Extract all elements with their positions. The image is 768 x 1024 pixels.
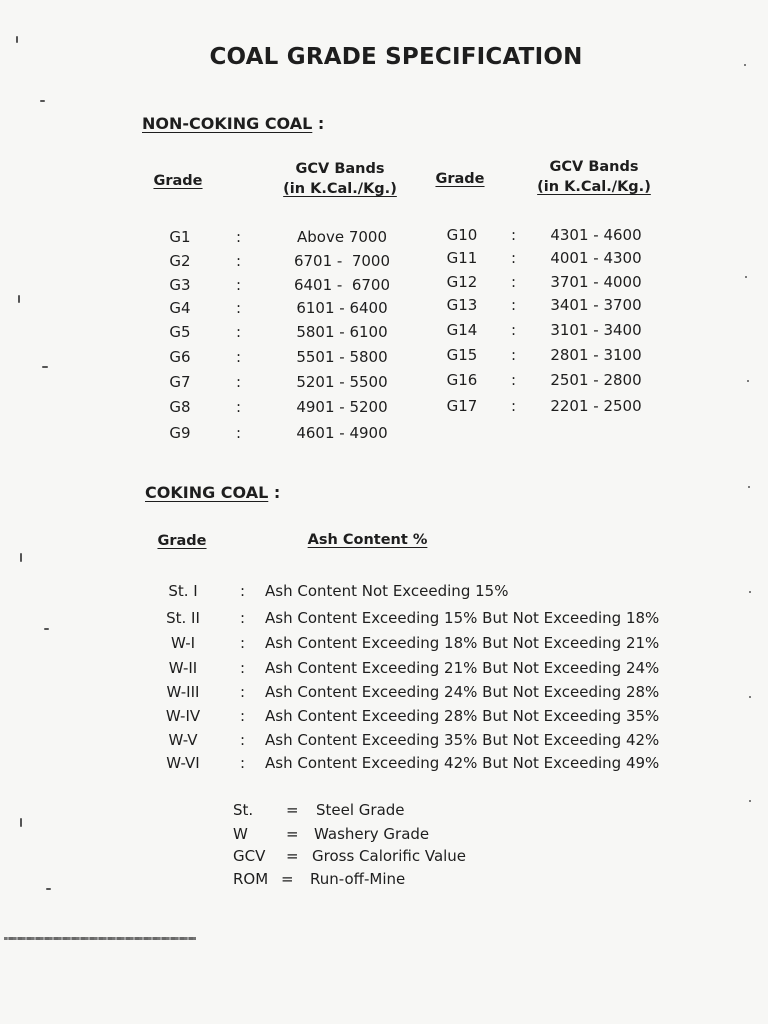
ash-description-cell: Ash Content Exceeding 35% But Not Exceeding 42% [265,731,660,749]
separator-colon: : [511,296,517,314]
scan-speck [747,380,749,382]
separator-colon: : [236,299,242,317]
legend-meaning: Washery Grade [314,825,430,843]
gcv-band-cell: 3701 - 4000 [550,273,642,291]
scan-speck [44,628,49,630]
separator-colon: : [511,346,517,364]
grade-header-text: Grade [157,533,207,549]
non-coking-heading-colon: : [317,114,325,133]
grade-cell: G7 [169,373,191,391]
grade-cell: G16 [446,371,478,389]
gcv-band-cell: 5501 - 5800 [296,348,388,366]
grade-cell: G10 [446,226,478,244]
coking-grade-header [142,531,222,551]
legend-abbr: W [233,825,248,843]
gcv-band-cell: 4901 - 5200 [296,398,388,416]
separator-colon: : [511,371,517,389]
grade-cell: G12 [446,273,478,291]
coking-heading-text: COKING COAL [145,483,269,502]
legend-abbr: GCV [233,847,266,865]
grade-cell: W-II [168,659,198,677]
gcv-band-cell: 4001 - 4300 [550,249,642,267]
scan-speck [745,276,747,278]
separator-colon: : [236,228,242,246]
gcv-band-cell: 3401 - 3700 [550,296,642,314]
grade-cell: G15 [446,346,478,364]
coking-heading-colon: : [273,483,281,502]
separator-colon: : [511,273,517,291]
grade-cell: G2 [169,252,191,270]
legend-meaning: Steel Grade [316,801,405,819]
gcv-band-cell: 2201 - 2500 [550,397,642,415]
separator-colon: : [236,424,242,442]
non-coking-grade-header-left [138,171,218,191]
gcv-band-cell: 2801 - 3100 [550,346,642,364]
scan-speck [20,818,22,827]
legend-meaning: Gross Calorific Value [312,847,467,865]
gcv-band-cell: 6701 - 7000 [293,252,391,270]
grade-cell: G9 [169,424,191,442]
gcv-band-cell: 4301 - 4600 [550,226,642,244]
grade-header-text: Grade [435,171,485,187]
ash-description-cell: Ash Content Exceeding 28% But Not Exceeding 35% [265,707,660,725]
legend-equals: = [286,847,299,865]
separator-colon: : [240,683,246,701]
separator-colon: : [236,348,242,366]
gcv-header-left [270,159,410,199]
legend-equals: = [281,870,294,888]
gcv-header-line2: (in K.Cal./Kg.) [283,181,397,197]
scan-speck [749,696,751,698]
grade-cell: G13 [446,296,478,314]
ash-content-header [300,530,435,550]
ash-description-cell: Ash Content Exceeding 24% But Not Exceeding 28% [265,683,660,701]
scan-edge-line [4,937,196,940]
grade-cell: W-V [168,731,198,749]
scan-speck [20,553,22,562]
legend-equals: = [286,825,299,843]
separator-colon: : [511,397,517,415]
scan-speck [749,800,751,802]
non-coking-heading-text: NON-COKING COAL [142,114,313,133]
separator-colon: : [240,707,246,725]
separator-colon: : [511,321,517,339]
scan-speck [749,591,751,593]
gcv-band-cell: 5201 - 5500 [296,373,388,391]
gcv-header-right [524,157,664,197]
gcv-band-cell: 3101 - 3400 [550,321,642,339]
legend-abbr: ROM [233,870,269,888]
grade-cell: W-III [166,683,200,701]
separator-colon: : [236,323,242,341]
separator-colon: : [240,582,246,600]
scan-speck [748,486,750,488]
gcv-band-cell: 5801 - 6100 [296,323,388,341]
grade-cell: G17 [446,397,478,415]
grade-cell: G14 [446,321,478,339]
ash-description-cell: Ash Content Not Exceeding 15% [265,582,509,600]
separator-colon: : [511,226,517,244]
grade-header-text: Grade [153,173,203,189]
separator-colon: : [236,276,242,294]
gcv-band-cell: 6101 - 6400 [296,299,388,317]
scan-speck [16,36,18,43]
ash-description-cell: Ash Content Exceeding 15% But Not Exceeding 18% [265,609,660,627]
grade-cell: St. I [168,582,198,600]
scan-speck [744,64,746,66]
grade-cell: G1 [169,228,191,246]
separator-colon: : [240,634,246,652]
gcv-band-cell: Above 7000 [296,228,387,246]
ash-description-cell: Ash Content Exceeding 18% But Not Exceeding 21% [265,634,660,652]
scan-speck [18,295,20,303]
grade-cell: G5 [169,323,191,341]
legend-equals: = [286,801,299,819]
separator-colon: : [240,609,246,627]
grade-cell: St. II [166,609,200,627]
scan-speck [40,100,45,102]
legend-meaning: Run-off-Mine [310,870,406,888]
grade-cell: G4 [169,299,191,317]
separator-colon: : [511,249,517,267]
scan-speck [46,888,51,890]
separator-colon: : [240,659,246,677]
grade-cell: G11 [446,249,478,267]
grade-cell: W-IV [165,707,201,725]
separator-colon: : [240,754,246,772]
legend-abbr: St. [233,801,254,819]
scan-speck [42,366,48,368]
grade-cell: G8 [169,398,191,416]
ash-description-cell: Ash Content Exceeding 42% But Not Exceeding 49% [265,754,660,772]
non-coking-heading [142,114,324,133]
separator-colon: : [236,252,242,270]
grade-cell: W-VI [166,754,200,772]
page-title: COAL GRADE SPECIFICATION [209,44,583,70]
grade-cell: G6 [169,348,191,366]
non-coking-grade-header-right [420,169,500,189]
ash-header-text: Ash Content % [307,532,428,548]
grade-cell: G3 [169,276,191,294]
coking-heading [145,483,280,502]
gcv-band-cell: 6401 - 6700 [293,276,391,294]
gcv-header-line2: (in K.Cal./Kg.) [537,179,651,195]
ash-description-cell: Ash Content Exceeding 21% But Not Exceeding 24% [265,659,660,677]
separator-colon: : [236,373,242,391]
separator-colon: : [240,731,246,749]
gcv-band-cell: 4601 - 4900 [296,424,388,442]
grade-cell: W-I [170,634,196,652]
separator-colon: : [236,398,242,416]
gcv-band-cell: 2501 - 2800 [550,371,642,389]
gcv-header-line1: GCV Bands [549,159,639,175]
gcv-header-line1: GCV Bands [295,161,385,177]
